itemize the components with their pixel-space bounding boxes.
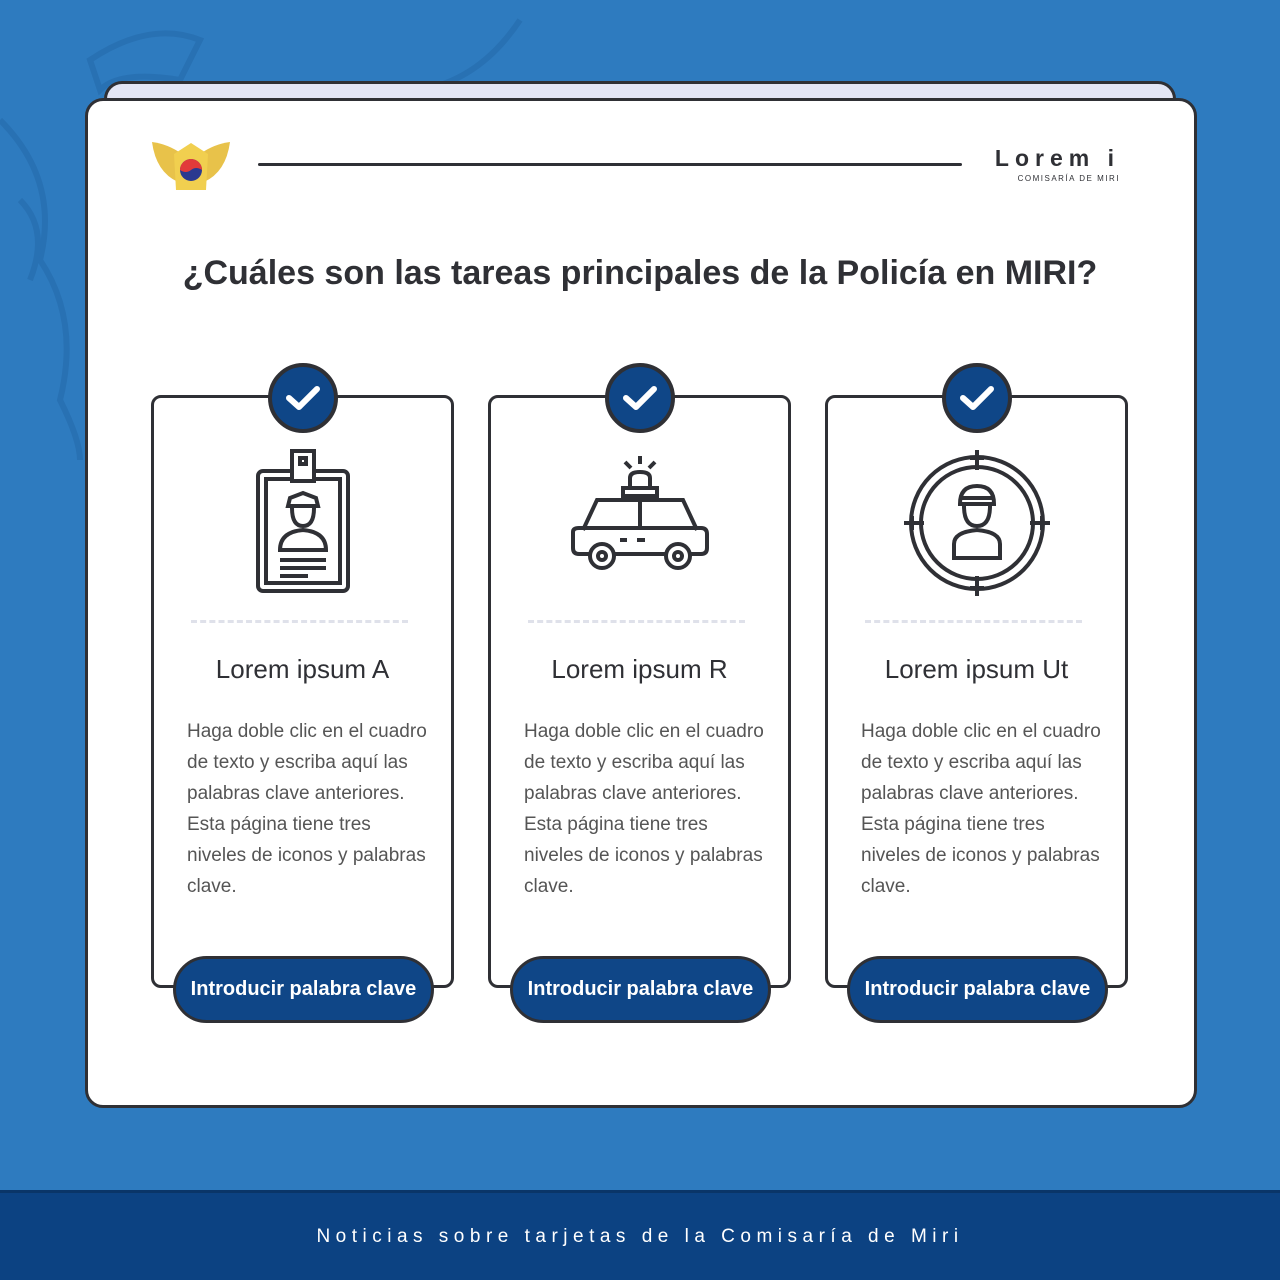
brand-subtitle: COMISARÍA DE MIRI [1017, 174, 1120, 183]
police-id-badge-icon [228, 448, 378, 598]
brand-block [995, 145, 1120, 183]
card-title: Lorem ipsum Ut [884, 654, 1069, 684]
footer-text: Noticias sobre tarjetas de la Comisaría de Miri [316, 1225, 964, 1247]
brand-title: Lorem i [994, 145, 1120, 171]
police-emblem-logo [150, 138, 232, 192]
enter-keyword-button[interactable]: Introducir palabra clave [173, 956, 434, 1023]
card-title: Lorem ipsum A [215, 654, 390, 684]
card-body: Haga doble clic en el cuadro de texto y escriba aquí las palabras clave anteriores. Esta página tiene tres niveles de iconos y palabras clave. [187, 721, 427, 897]
check-icon [268, 363, 338, 433]
task-card [488, 395, 791, 1000]
divider [865, 620, 1082, 623]
police-car-icon [565, 448, 715, 598]
task-card [151, 395, 454, 1000]
card-body: Haga doble clic en el cuadro de texto y escriba aquí las palabras clave anteriores. Esta página tiene tres niveles de iconos y palabras clave. [861, 721, 1101, 897]
enter-keyword-button[interactable]: Introducir palabra clave [847, 956, 1108, 1023]
divider [191, 620, 408, 623]
page-title: ¿Cuáles son las tareas principales de la Policía en MIRI? [182, 254, 1098, 292]
card-body: Haga doble clic en el cuadro de texto y escriba aquí las palabras clave anteriores. Esta página tiene tres niveles de iconos y palabras clave. [524, 721, 764, 897]
card-title: Lorem ipsum R [551, 654, 728, 684]
check-icon [942, 363, 1012, 433]
divider [528, 620, 745, 623]
footer [0, 1190, 1280, 1280]
enter-keyword-button[interactable]: Introducir palabra clave [510, 956, 771, 1023]
check-icon [605, 363, 675, 433]
task-card [825, 395, 1128, 1000]
header-divider [258, 163, 962, 166]
target-suspect-icon [902, 448, 1052, 598]
